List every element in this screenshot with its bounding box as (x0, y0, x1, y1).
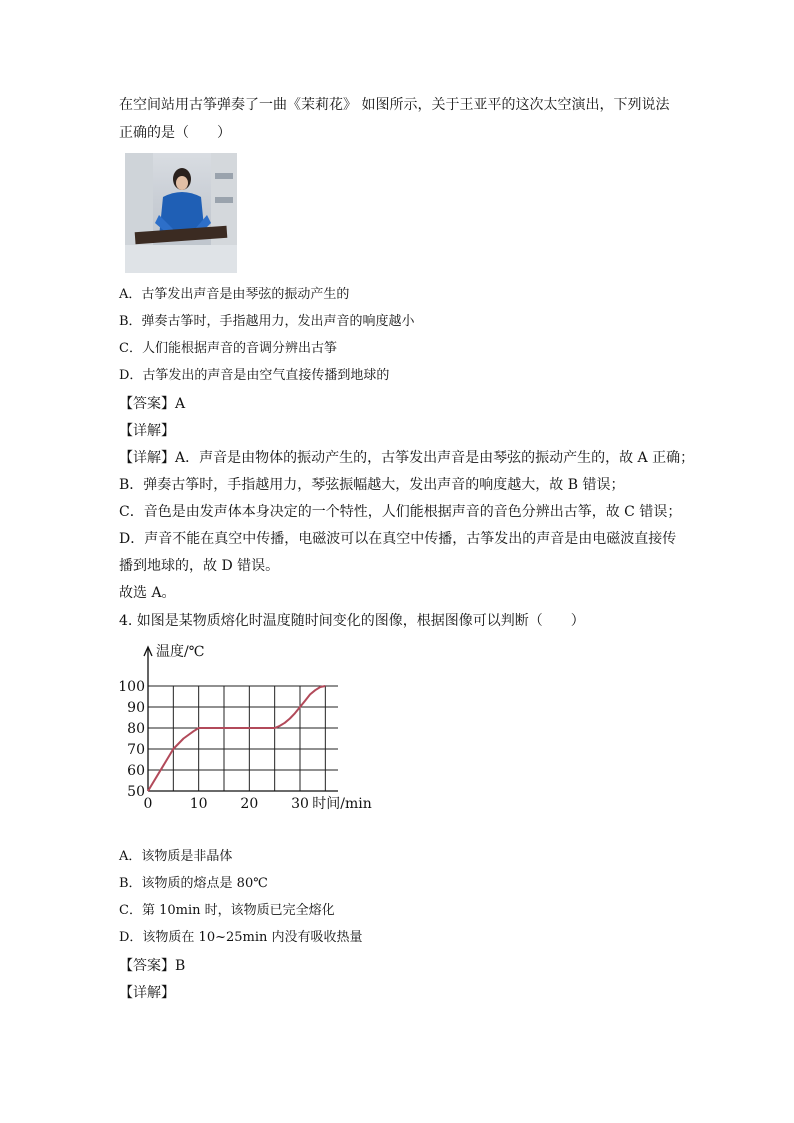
q3-explanation-line: B．弹奏古筝时，手指越用力，琴弦振幅越大，发出声音的响度越大，故 B 错误； (119, 477, 625, 493)
q3-explanation-line: 播到地球的，故 D 错误。 (119, 558, 280, 574)
melting-curve-chart (118, 636, 372, 816)
q4-option-d: D．该物质在 10~25min 内没有吸收热量 (119, 930, 363, 945)
x-tick-label: 10 (189, 796, 208, 812)
q4-option-a: A．该物质是非晶体 (119, 849, 233, 864)
q3-explanation-line: 故选 A。 (119, 585, 176, 601)
y-tick-label: 50 (127, 784, 145, 800)
q4-option-b: B．该物质的熔点是 80℃ (119, 876, 268, 891)
melting-curve-line (148, 686, 325, 791)
y-tick-label: 70 (127, 742, 145, 758)
q4-option-c: C．第 10min 时，该物质已完全熔化 (119, 903, 335, 918)
y-tick-label: 90 (127, 700, 145, 716)
q3-option-d: D．古筝发出的声音是由空气直接传播到地球的 (119, 368, 390, 383)
x-tick-label: 0 (143, 796, 153, 812)
q3-explanation-line: C．音色是由发声体本身决定的一个特性，人们能根据声音的音色分辨出古筝，故 C 错误； (119, 504, 682, 520)
y-tick-label: 80 (127, 721, 145, 737)
q3-explanation-line: 【详解】A．声音是由物体的振动产生的，古筝发出声音是由琴弦的振动产生的，故 A 正确； (119, 450, 695, 466)
q4-detail-heading: 【详解】 (119, 985, 175, 1001)
q3-answer: 【答案】A (119, 396, 186, 412)
q3-option-c: C．人们能根据声音的音调分辨出古筝 (119, 341, 337, 356)
x-axis-label: 时间/min (312, 796, 372, 812)
q4-stem: 4. 如图是某物质熔化时温度随时间变化的图像，根据图像可以判断（ ） (119, 613, 585, 629)
q3-option-b: B．弹奏古筝时，手指越用力，发出声音的响度越小 (119, 314, 415, 329)
q3-explanation-line: D．声音不能在真空中传播，电磁波可以在真空中传播，古筝发出的声音是由电磁波直接传 (119, 531, 677, 547)
y-tick-label: 60 (127, 763, 145, 779)
y-tick-label: 100 (118, 679, 145, 695)
q4-answer: 【答案】B (119, 958, 186, 974)
x-tick-label: 30 (291, 796, 309, 812)
y-axis-label: 温度/℃ (156, 644, 205, 660)
x-tick-label: 20 (240, 796, 259, 812)
q3-detail-heading: 【详解】 (119, 423, 175, 439)
q3-stem-line1: 在空间站用古筝弹奏了一曲《茉莉花》 如图所示，关于王亚平的这次太空演出，下列说法 (119, 97, 670, 113)
guzheng-performance-photo (125, 153, 237, 273)
q3-stem-line2: 正确的是（ ） (119, 125, 231, 141)
q3-option-a: A．古筝发出声音是由琴弦的振动产生的 (119, 287, 350, 302)
